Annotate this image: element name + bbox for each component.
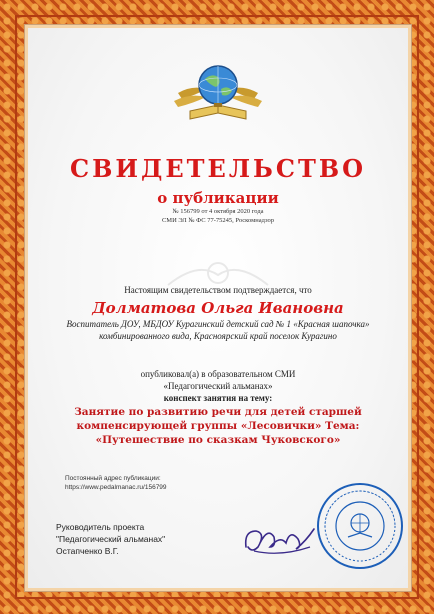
publication-topic: Занятие по развитию речи для детей старшей компенсирующей группы «Лесовички» Тема: «Путешествие по сказкам Чуковского» (74, 406, 362, 446)
certificate-sheet (24, 24, 412, 592)
recipient-position: Воспитатель ДОУ, МБДОУ Курагинский детский сад № 1 «Красная шапочка» комбинированного вида, Красноярский край поселок Курагино (66, 319, 370, 341)
globe-book-emblem-icon (172, 55, 264, 125)
certificate-title: СВИДЕТЕЛЬСТВО (69, 154, 367, 183)
publication-type: конспект занятия на тему: (163, 393, 273, 403)
registration-info: СМИ ЭЛ № ФС 77-75245, Роскомнадзор (161, 217, 275, 224)
certificate-number: № 156799 от 4 октября 2020 года (172, 208, 264, 215)
journal-name: «Педагогический альманах» (163, 381, 273, 391)
confirmation-text: Настоящим свидетельством подтверждается, что (124, 285, 312, 295)
certificate-subtitle: о публикации (157, 189, 279, 207)
watermark-emblem (25, 245, 411, 305)
handwritten-signature-icon (240, 517, 320, 563)
signer-name: Остапченко В.Г. (56, 546, 119, 556)
recipient-name: Долматова Ольга Ивановна (92, 299, 344, 317)
published-text: опубликовал(а) в образовательном СМИ (140, 369, 296, 379)
url-label: Постоянный адрес публикации: (65, 475, 161, 482)
publication-url[interactable]: https://www.pedalmanac.ru/156799 (65, 484, 167, 491)
signer-organization: "Педагогический альманах" (56, 534, 166, 544)
publisher-seal-icon (315, 481, 405, 571)
signer-role: Руководитель проекта (56, 522, 145, 532)
